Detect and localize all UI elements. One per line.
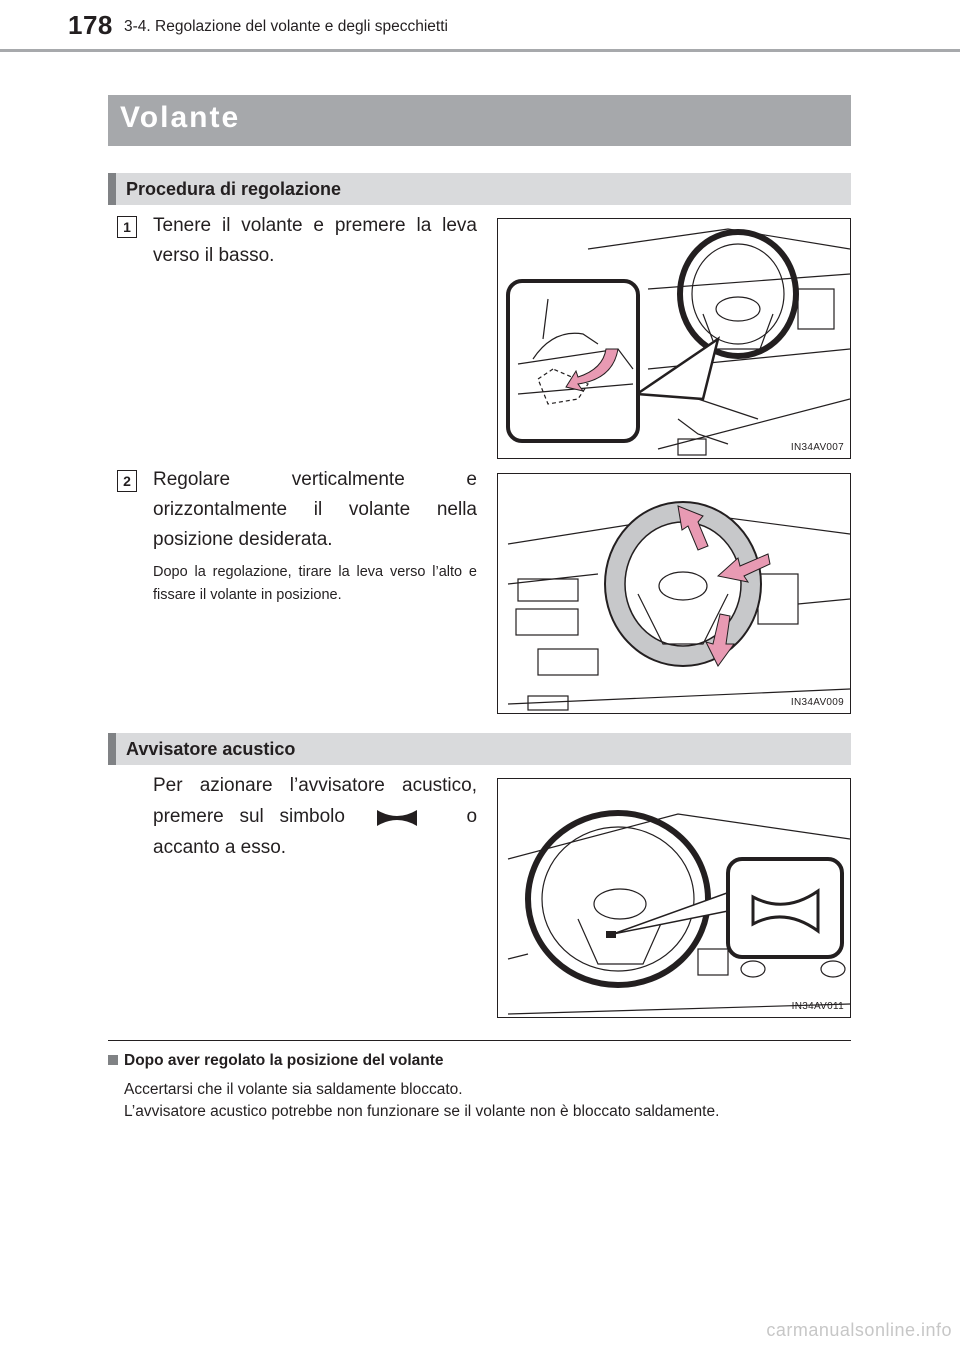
- heading-accent: [108, 173, 116, 205]
- header-divider: [0, 49, 960, 52]
- chapter-title: 3-4. Regolazione del volante e degli specchietti: [124, 18, 448, 35]
- dashboard-lever-illustration: [498, 219, 851, 459]
- horn-symbol-icon: [375, 807, 419, 827]
- step-2-note: Dopo la regolazione, tirare la leva verso l’alto e fissare il volante in posizione.: [153, 564, 477, 603]
- note-heading: Dopo aver regolato la posizione del volante: [108, 1052, 444, 1070]
- procedure-heading: Procedura di regolazione: [126, 179, 342, 199]
- procedure-heading-bar: [108, 173, 851, 205]
- figure-label-3: IN34AV011: [791, 1001, 844, 1012]
- horn-text: [153, 770, 477, 863]
- note-line-1: Accertarsi che il volante sia saldamente bloccato.: [124, 1081, 463, 1098]
- figure-label-1: IN34AV007: [790, 442, 844, 453]
- section-title-bar: [108, 95, 851, 146]
- figure-lever-release: [497, 218, 851, 459]
- horn-text-before: Per azionare l’avvisatore acustico, premere sul simbolo: [153, 775, 477, 827]
- step-1-text: Tenere il volante e premere la leva verso il basso.: [153, 215, 477, 266]
- page-number: 178: [68, 10, 113, 40]
- heading-accent: [108, 733, 116, 765]
- step-number-2: 2: [117, 470, 137, 492]
- note-divider: [108, 1040, 851, 1041]
- horn-illustration: [498, 779, 851, 1018]
- figure-steering-adjust: [497, 473, 851, 714]
- horn-heading: Avvisatore acustico: [126, 739, 296, 759]
- note-line-2: L’avvisatore acustico potrebbe non funzionare se il volante non è bloccato saldamente.: [124, 1103, 720, 1120]
- figure-horn: [497, 778, 851, 1018]
- watermark: carmanualsonline.info: [766, 1320, 952, 1340]
- figure-label-2: IN34AV009: [790, 697, 844, 708]
- steering-adjust-illustration: [498, 474, 851, 714]
- horn-heading-bar: [108, 733, 851, 765]
- horn-text-after: o accanto a esso.: [153, 806, 478, 858]
- section-title: Volante: [120, 101, 241, 134]
- step-number-1: 1: [117, 216, 137, 238]
- step-2-text: Regolare verticalmente e orizzontalmente il volante nella posizione desiderata.: [153, 469, 477, 550]
- square-bullet-icon: [108, 1055, 118, 1065]
